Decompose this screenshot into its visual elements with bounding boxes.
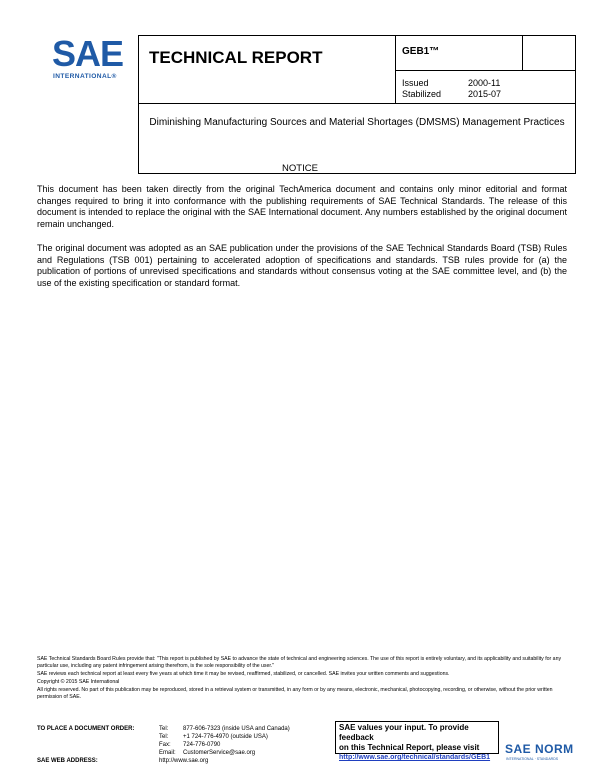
fax-label: Fax: — [159, 742, 171, 748]
tel2-label: Tel: — [159, 734, 169, 740]
feedback-line-1: SAE values your input. To provide feedback — [339, 723, 469, 742]
footer-notes — [37, 656, 567, 702]
doc-type: TECHNICAL REPORT — [149, 48, 323, 67]
sae-norm-watermark: SAE NORM — [505, 742, 574, 756]
notice-heading: NOTICE — [282, 163, 318, 174]
issued-label: Issued — [402, 78, 429, 88]
footer-note-rules: SAE Technical Standards Board Rules provide that: "This report is published by SAE to advance the state of technical and engineering sciences. The use of this report is entirely voluntary, and its applicability and suitability for any particular use, including any patent infringement arising therefrom, is the sole responsibility of the user." — [37, 656, 562, 669]
doc-title: Diminishing Manufacturing Sources and Material Shortages (DMSMS) Management Practices — [149, 117, 565, 128]
feedback-line-2: on this Technical Report, please visit — [339, 743, 480, 752]
tel-value: 877-606-7323 (inside USA and Canada) — [183, 726, 290, 732]
web-link[interactable]: http://www.sae.org — [159, 758, 209, 764]
feedback-link[interactable]: http://www.sae.org/technical/standards/GEB1 — [339, 754, 491, 761]
copyright: Copyright © 2015 SAE International — [37, 679, 120, 685]
notice-paragraph-1: This document has been taken directly from the original TechAmerica document and contains only minor editorial and format changes required to bring it into conformance with the publishing requirements of SAE Technical Standards. The release of this document is intended to replace the original with the SAE International document. Any numbers established by the original document remain unchanged. — [37, 184, 567, 229]
footer-note-review: SAE reviews each technical report at least every five years at which time it may be revised, reaffirmed, stabilized, or cancelled. SAE invites your written comments and suggestions. — [37, 671, 450, 677]
stabilized-value: 2015-07 — [468, 89, 502, 99]
issued-value: 2000-11 — [468, 78, 501, 88]
sae-logo-subtitle: INTERNATIONAL® — [53, 73, 117, 80]
rights-reserved: All rights reserved. No part of this publication may be reproduced, stored in a retrieval system or transmitted, in any form or by any means, electronic, mechanical, photocopying, recording, or otherwise, without the prior written permission of SAE. — [37, 687, 553, 700]
fax-value: 724-776-0790 — [183, 742, 221, 748]
web-label: SAE WEB ADDRESS: — [37, 758, 98, 764]
sae-logo — [52, 33, 130, 82]
order-label: TO PLACE A DOCUMENT ORDER: — [37, 726, 135, 732]
sae-logo-mark: SAE — [52, 33, 124, 74]
notice-paragraph-2: The original document was adopted as an SAE publication under the provisions of the SAE Technical Standards Board (TSB) Rules and Regulations (TSB 001) pertaining to accelerated adoption of specifications and standards. TSB rules provide for (a) the publication of portions of unrevised specifications and standards without consensus voting at the SAE committee level, and (b) the use of the existing specification or standard format. — [37, 243, 567, 288]
feedback-box — [335, 721, 499, 761]
tel-label: Tel: — [159, 726, 169, 732]
sae-norm-subtitle: INTERNATIONAL · STANDARDS — [506, 757, 559, 761]
tel2-value: +1 724-776-4970 (outside USA) — [183, 734, 268, 740]
stabilized-label: Stabilized — [402, 89, 442, 99]
email-label: Email: — [159, 750, 176, 756]
email-link[interactable]: CustomerService@sae.org — [183, 750, 256, 756]
report-header — [138, 35, 576, 174]
doc-number: GEB1™ — [402, 46, 440, 57]
